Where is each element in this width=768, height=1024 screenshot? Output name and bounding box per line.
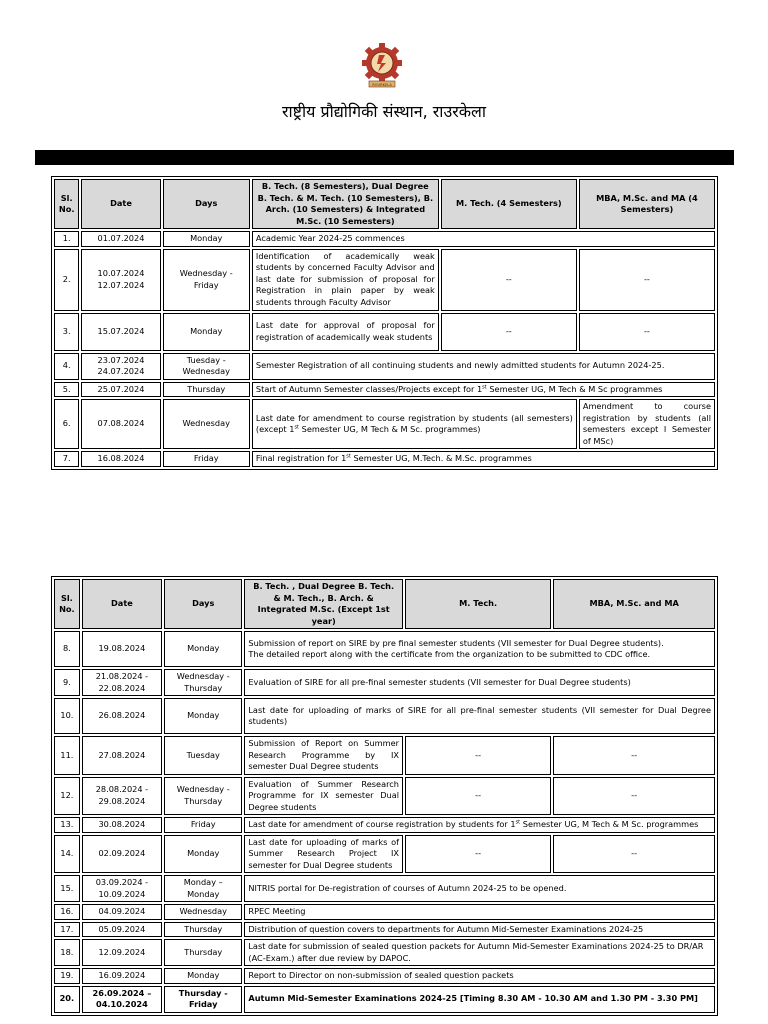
table-row: [54, 939, 715, 966]
event-cell: NITRIS portal for De-registration of courses of Autumn 2024-25 to be opened.: [244, 875, 715, 902]
days-cell: Wednesday - Thursday: [164, 669, 242, 696]
event-cell: [244, 631, 715, 667]
table-row: [54, 382, 715, 398]
table-row: [54, 451, 715, 467]
date-start: 23.07.2024: [97, 354, 145, 365]
col-mba: MBA, M.Sc. and MA: [553, 579, 715, 629]
date-end: 29.08.2024: [98, 795, 146, 806]
date-end: 22.08.2024: [98, 682, 146, 693]
table-row: [54, 922, 715, 938]
date-cell: 07.08.2024: [81, 399, 160, 449]
event-cell: Distribution of question covers to departments for Autumn Mid-Semester Examinations 2024-25: [244, 922, 715, 938]
date-cell: 16.08.2024: [81, 451, 160, 467]
col-date: Date: [82, 579, 162, 629]
calendar-table-1: [51, 176, 718, 470]
logo-text: ROURKELA: [372, 82, 392, 87]
event-text: Submission of report on SIRE by pre final semester students (VII semester for Dual Degree students).: [248, 637, 664, 648]
col-days: Days: [164, 579, 242, 629]
event-text: Semester UG, M Tech & M Sc. programmes): [299, 424, 481, 434]
date-cell: 16.09.2024: [82, 968, 162, 984]
days-cell: Wednesday: [163, 399, 250, 449]
institute-logo-icon: [357, 40, 407, 92]
date-cell: 04.09.2024: [82, 904, 162, 920]
sl-cell: 15.: [54, 875, 80, 902]
table-header-row: [54, 579, 715, 629]
table-row: [54, 875, 715, 902]
col-date: Date: [81, 179, 160, 229]
date-cell: 01.07.2024: [81, 231, 160, 247]
event-cell: Report to Director on non-submission of sealed question packets: [244, 968, 715, 984]
event-text: Semester UG, M.Tech. & M.Sc. programmes: [350, 453, 532, 463]
btech-cell: Submission of Report on Summer Research Programme by IX semester Dual Degree students: [244, 736, 403, 775]
mtech-cell: --: [405, 736, 551, 775]
date-cell: 12.09.2024: [82, 939, 162, 966]
table-row: [54, 968, 715, 984]
sl-cell: 2.: [54, 249, 79, 311]
date-cell: [81, 249, 160, 311]
sl-cell: 19.: [54, 968, 80, 984]
table-row: [54, 736, 715, 775]
sl-cell: 6.: [54, 399, 79, 449]
date-end: 10.09.2024: [98, 888, 146, 899]
col-sl: Sl. No.: [54, 179, 79, 229]
event-cell: [252, 451, 715, 467]
date-cell: 25.07.2024: [81, 382, 160, 398]
sl-cell: 8.: [54, 631, 80, 667]
event-cell: Semester Registration of all continuing students and newly admitted students for Autumn 2024-25.: [252, 353, 715, 380]
sl-cell: 5.: [54, 382, 79, 398]
days-cell: Monday: [163, 313, 250, 351]
event-cell: Last date for uploading of marks of SIRE for all pre-final semester students (VII semester for Dual Degree students): [244, 698, 715, 734]
table-row: [54, 669, 715, 696]
date-cell: [82, 669, 162, 696]
sl-cell: 14.: [54, 835, 80, 874]
table-row: [54, 631, 715, 667]
days-cell: Wednesday - Thursday: [164, 777, 242, 816]
mtech-cell: --: [441, 249, 577, 311]
header-divider-bar: [35, 150, 734, 165]
days-cell: Monday: [163, 231, 250, 247]
days-cell: Monday – Monday: [164, 875, 242, 902]
col-days: Days: [163, 179, 250, 229]
event-text: Last date for amendment of course registration by students for 1: [248, 819, 516, 829]
days-cell: Thursday - Friday: [164, 986, 242, 1013]
date-start: 10.07.2024: [97, 268, 145, 278]
days-cell: Monday: [164, 631, 242, 667]
days-cell: Friday: [163, 451, 250, 467]
days-cell: Monday: [164, 968, 242, 984]
sl-cell: 13.: [54, 817, 80, 833]
mba-cell: Amendment to course registration by students (all semesters except I Semester of MSc): [579, 399, 715, 449]
btech-cell: Last date for uploading of marks of Summer Research Project IX semester for Dual Degree students: [244, 835, 403, 874]
event-text: Start of Autumn Semester classes/Projects except for 1: [255, 383, 483, 394]
institute-name: राष्ट्रीय प्रौद्योगिकी संस्थान, राउरकेला: [281, 102, 487, 121]
table-row: [54, 904, 715, 920]
event-cell: Autumn Mid-Semester Examinations 2024-25 [Timing 8.30 AM - 10.30 AM and 1.30 PM - 3.30 PM]: [244, 986, 715, 1013]
sl-cell: 1.: [54, 231, 79, 247]
date-start: 28.08.2024 -: [95, 784, 149, 795]
btech-cell: Evaluation of Summer Research Programme for IX semester Dual Degree students: [244, 777, 403, 816]
days-cell: Friday: [164, 817, 242, 833]
col-mtech: M. Tech. (4 Semesters): [441, 179, 577, 229]
date-start: 03.09.2024 -: [95, 877, 149, 887]
event-text: Semester UG, M Tech & M Sc. programmes: [520, 819, 699, 829]
date-cell: 15.07.2024: [81, 313, 160, 351]
table-row: [54, 313, 715, 351]
table-row: [54, 835, 715, 874]
mba-cell: --: [579, 313, 715, 351]
event-cell: RPEC Meeting: [244, 904, 715, 920]
days-cell: Thursday: [164, 922, 242, 938]
date-cell: 02.09.2024: [82, 835, 162, 874]
table-row: [54, 249, 715, 311]
date-start: 26.09.2024 –: [92, 987, 152, 998]
date-cell: 27.08.2024: [82, 736, 162, 775]
mba-cell: --: [553, 777, 715, 816]
event-text: Last date for amendment to course registration by students (all semesters)(except 1: [255, 412, 573, 434]
mba-cell: --: [579, 249, 715, 311]
superscript: st: [515, 819, 521, 826]
date-cell: 05.09.2024: [82, 922, 162, 938]
sl-cell: 7.: [54, 451, 79, 467]
date-end: 24.07.2024: [97, 366, 145, 376]
sl-cell: 3.: [54, 313, 79, 351]
date-end: 04.10.2024: [96, 999, 148, 1009]
mtech-cell: --: [405, 777, 551, 816]
days-cell: Wednesday: [164, 904, 242, 920]
superscript: st: [482, 383, 487, 390]
table-header-row: [54, 179, 715, 229]
days-cell: Tuesday - Wednesday: [163, 353, 250, 380]
days-cell: Wednesday - Friday: [163, 249, 250, 311]
event-text: Final registration for 1: [255, 453, 347, 463]
event-cell: Academic Year 2024-25 commences: [252, 231, 715, 247]
date-cell: 26.08.2024: [82, 698, 162, 734]
sl-cell: 16.: [54, 904, 80, 920]
event-cell: [252, 382, 715, 398]
event-text: Semester UG, M Tech & M Sc programmes: [486, 383, 663, 394]
table-row: [54, 986, 715, 1013]
date-cell: 19.08.2024: [82, 631, 162, 667]
sl-cell: 17.: [54, 922, 80, 938]
mtech-cell: --: [441, 313, 577, 351]
sl-cell: 20.: [54, 986, 80, 1013]
sl-cell: 18.: [54, 939, 80, 966]
sl-cell: 10.: [54, 698, 80, 734]
superscript: st: [294, 424, 300, 431]
table-row: [54, 399, 715, 449]
days-cell: Monday: [164, 835, 242, 874]
col-mtech: M. Tech.: [405, 579, 551, 629]
mba-cell: --: [553, 736, 715, 775]
event-cell: [244, 817, 715, 833]
table-row: [54, 231, 715, 247]
date-end: 12.07.2024: [97, 279, 145, 290]
mba-cell: --: [553, 835, 715, 874]
sl-cell: 12.: [54, 777, 80, 816]
table-row: [54, 698, 715, 734]
date-cell: [82, 777, 162, 816]
calendar-table-2: [51, 576, 718, 1016]
col-btech: B. Tech. , Dual Degree B. Tech. & M. Tech., B. Arch. & Integrated M.Sc. (Except 1st year): [244, 579, 403, 629]
date-cell: [82, 986, 162, 1013]
sl-cell: 9.: [54, 669, 80, 696]
col-btech: B. Tech. (8 Semesters), Dual Degree B. Tech. & M. Tech. (10 Semesters), B. Arch. (10 Semesters) & Integrated M.Sc. (10 Semesters): [252, 179, 439, 229]
btech-cell: Last date for approval of proposal for registration of academically weak students: [252, 313, 439, 351]
superscript: st: [346, 453, 351, 460]
event-cell: Evaluation of SIRE for all pre-final semester students (VII semester for Dual Degree students): [244, 669, 715, 696]
event-cell: [252, 399, 577, 449]
col-sl: Sl. No.: [54, 579, 80, 629]
event-cell: Last date for submission of sealed question packets for Autumn Mid-Semester Examinations 2024-25 to DR/AR (AC-Exam.) after due review by DAPOC.: [244, 939, 715, 966]
mtech-cell: --: [405, 835, 551, 874]
btech-cell: Identification of academically weak students by concerned Faculty Advisor and last date for submission of proposal for Registration in plain paper by weak students through Faculty Advisor: [252, 249, 439, 311]
date-start: 21.08.2024 -: [95, 671, 149, 681]
days-cell: Thursday: [163, 382, 250, 398]
date-cell: 30.08.2024: [82, 817, 162, 833]
table-row: [54, 817, 715, 833]
col-mba: MBA, M.Sc. and MA (4 Semesters): [579, 179, 715, 229]
date-cell: [82, 875, 162, 902]
sl-cell: 4.: [54, 353, 79, 380]
table-row: [54, 777, 715, 816]
date-cell: [81, 353, 160, 380]
sl-cell: 11.: [54, 736, 80, 775]
event-text: The detailed report along with the certificate from the organization to be submitted to CDC office.: [248, 649, 651, 659]
table-row: [54, 353, 715, 380]
days-cell: Tuesday: [164, 736, 242, 775]
days-cell: Thursday: [164, 939, 242, 966]
days-cell: Monday: [164, 698, 242, 734]
